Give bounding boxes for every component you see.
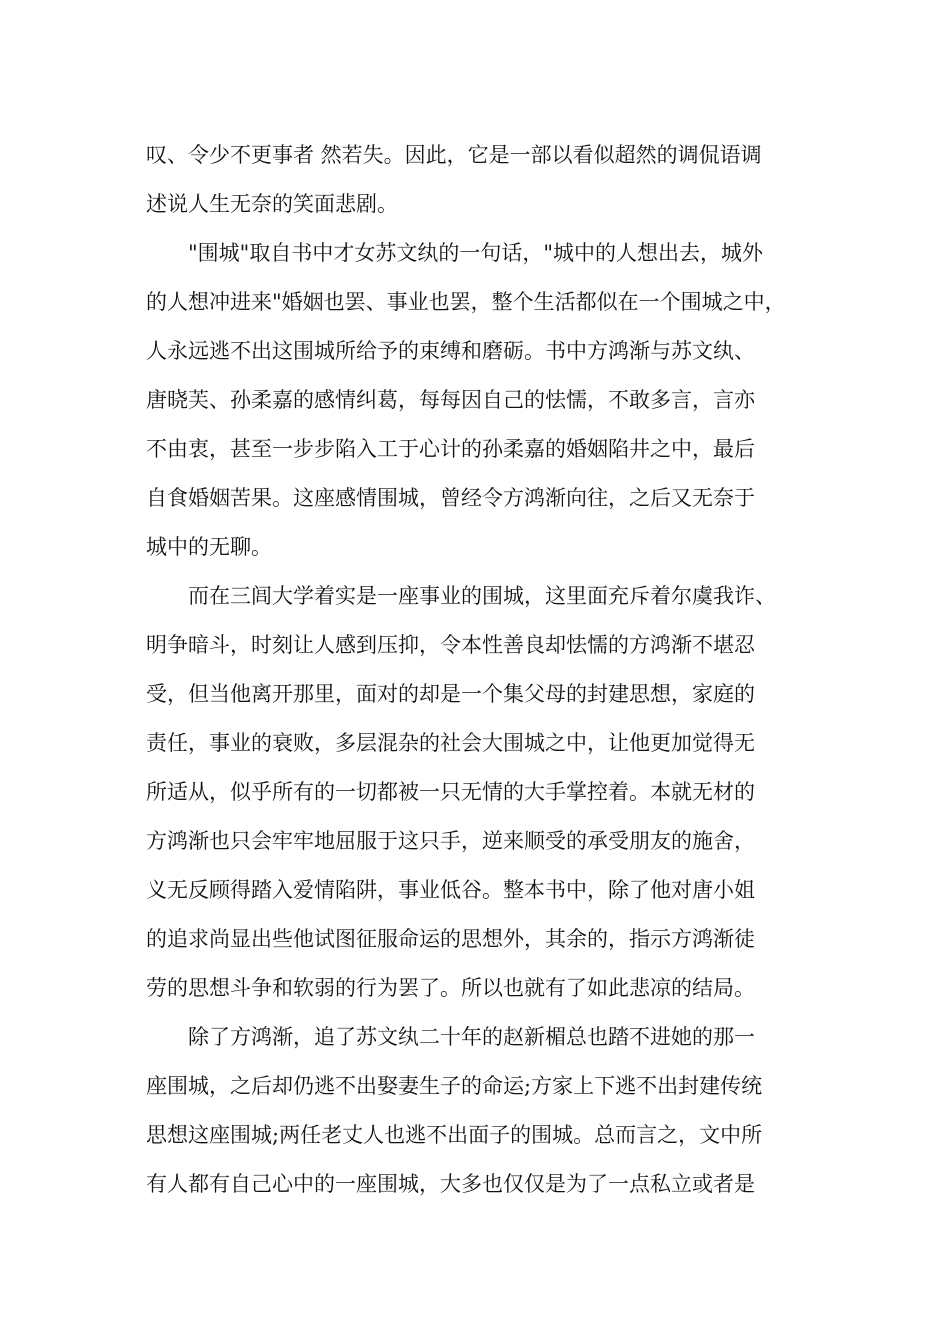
paragraph-4 <box>146 1013 816 1209</box>
text-line: 有人都有自己心中的一座围城，大多也仅仅是为了一点私立或者是 <box>146 1172 755 1196</box>
text-line: 述说人生无奈的笑面悲剧。 <box>146 192 398 216</box>
text-line: 义无反顾得踏入爱情陷阱，事业低谷。整本书中，除了他对唐小姐 <box>146 878 755 902</box>
text-line: 责任，事业的衰败，多层混杂的社会大围城之中，让他更加觉得无 <box>146 731 755 755</box>
text-line: 叹、令少不更事者 然若失。因此，它是一部以看似超然的调侃语调 <box>146 143 762 167</box>
text-line: 所适从，似乎所有的一切都被一只无情的大手掌控着。本就无材的 <box>146 780 755 804</box>
text-line: 唐晓芙、孙柔嘉的感情纠葛，每每因自己的怯懦，不敢多言，言亦 <box>146 388 755 412</box>
text-line: 的人想冲进来"婚姻也罢、事业也罢，整个生活都似在一个围城之中， <box>146 290 786 314</box>
text-line: 劳的思想斗争和软弱的行为罢了。所以也就有了如此悲凉的结局。 <box>146 976 755 1000</box>
text-line: 明争暗斗，时刻让人感到压抑，令本性善良却怯懦的方鸿渐不堪忍 <box>146 633 755 657</box>
text-line: "围城"取自书中才女苏文纨的一句话，"城中的人想出去，城外 <box>188 241 763 265</box>
text-line: 受，但当他离开那里，面对的却是一个集父母的封建思想，家庭的 <box>146 682 755 706</box>
text-line: 自食婚姻苦果。这座感情围城，曾经令方鸿渐向往，之后又无奈于 <box>146 486 755 510</box>
text-line: 而在三闾大学着实是一座事业的围城，这里面充斥着尔虞我诈、 <box>188 584 776 608</box>
text-line: 除了方鸿渐，追了苏文纨二十年的赵新楣总也踏不进她的那一 <box>188 1025 755 1049</box>
text-line: 的追求尚显出些他试图征服命运的思想外，其余的，指示方鸿渐徒 <box>146 927 755 951</box>
text-line: 城中的无聊。 <box>146 535 272 559</box>
paragraph-2 <box>146 229 816 572</box>
text-line: 思想这座围城;两任老丈人也逃不出面子的围城。总而言之，文中所 <box>146 1123 763 1147</box>
paragraph-3 <box>146 572 816 1013</box>
text-line: 方鸿渐也只会牢牢地屈服于这只手，逆来顺受的承受朋友的施舍， <box>146 829 755 853</box>
text-line: 人永远逃不出这围城所给予的束缚和磨砺。书中方鸿渐与苏文纨、 <box>146 339 755 363</box>
paragraph-1 <box>146 131 816 229</box>
text-line: 座围城，之后却仍逃不出娶妻生子的命运;方家上下逃不出封建传统 <box>146 1074 763 1098</box>
document-body <box>146 131 816 1209</box>
text-line: 不由衷，甚至一步步陷入工于心计的孙柔嘉的婚姻陷井之中，最后 <box>146 437 755 461</box>
